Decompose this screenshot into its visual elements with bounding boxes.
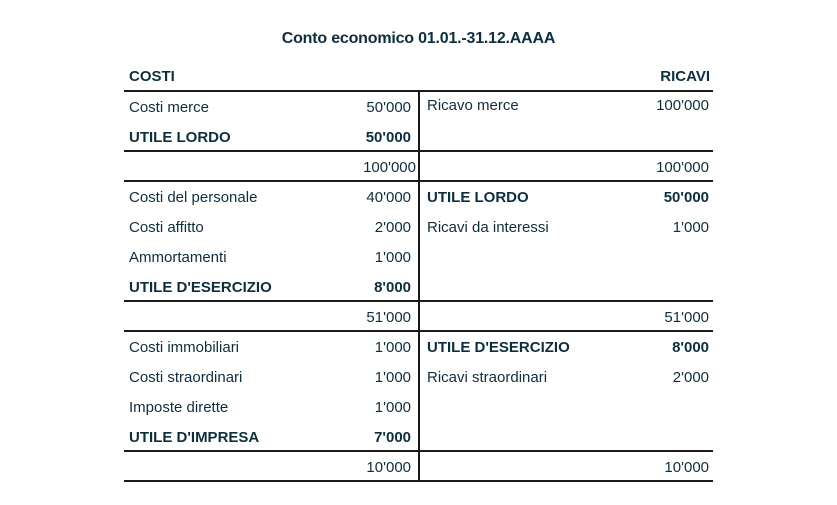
cost-amount: 1'000: [374, 369, 411, 386]
cost-row: [129, 423, 411, 453]
cost-row: [129, 213, 411, 243]
cost-amount: 1'000: [374, 249, 411, 266]
revenue-row: [427, 185, 709, 215]
revenue-row: [427, 335, 709, 365]
revenue-row: [427, 365, 709, 395]
cost-label: Costi merce: [129, 99, 210, 116]
revenue-amount: 2'000: [672, 369, 709, 386]
cost-row: [129, 93, 411, 123]
cost-row: [129, 393, 411, 423]
total-amount: 100'000: [363, 159, 416, 176]
total-row-left: [129, 453, 411, 483]
t-account-vertical-divider: [418, 91, 420, 481]
revenue-label: UTILE LORDO: [427, 189, 529, 206]
cost-amount: 1'000: [374, 399, 411, 416]
header-costs: COSTI: [129, 68, 175, 85]
cost-label: Ammortamenti: [129, 249, 227, 266]
revenue-row: [427, 93, 709, 123]
revenue-label: Ricavi da interessi: [427, 219, 549, 236]
cost-amount: 2'000: [374, 219, 411, 236]
revenue-amount: 100'000: [656, 97, 709, 114]
total-row-right: [427, 305, 709, 335]
total-amount: 100'000: [656, 159, 709, 176]
cost-amount: 1'000: [374, 339, 411, 356]
cost-label: UTILE D'IMPRESA: [129, 429, 260, 446]
cost-row: [129, 333, 411, 363]
cost-row: [129, 183, 411, 213]
total-amount: 10'000: [664, 459, 709, 476]
revenue-label: Ricavi straordinari: [427, 369, 548, 386]
total-row-left: [129, 153, 416, 183]
total-amount: 10'000: [366, 459, 411, 476]
cost-label: Costi straordinari: [129, 369, 243, 386]
revenue-amount: 1'000: [672, 219, 709, 236]
cost-row: [129, 243, 411, 273]
cost-amount: 50'000: [366, 99, 411, 116]
cost-amount: 7'000: [374, 429, 411, 446]
cost-row: [129, 273, 411, 303]
cost-amount: 50'000: [365, 129, 411, 146]
total-amount: 51'000: [664, 309, 709, 326]
cost-amount: 40'000: [366, 189, 411, 206]
revenue-amount: 50'000: [663, 189, 709, 206]
cost-label: UTILE LORDO: [129, 129, 231, 146]
cost-label: Costi immobiliari: [129, 339, 240, 356]
cost-label: UTILE D'ESERCIZIO: [129, 279, 272, 296]
total-row-right: [427, 155, 709, 185]
revenue-amount: 8'000: [672, 339, 709, 356]
revenue-label: UTILE D'ESERCIZIO: [427, 339, 570, 356]
total-row-left: [129, 303, 411, 333]
page-title: Conto economico 01.01.-31.12.AAAA: [281, 30, 556, 47]
cost-amount: 8'000: [374, 279, 411, 296]
cost-row: [129, 363, 411, 393]
cost-label: Imposte dirette: [129, 399, 229, 416]
header-revenues: RICAVI: [660, 68, 710, 85]
total-amount: 51'000: [366, 309, 411, 326]
cost-row: [129, 123, 411, 153]
cost-label: Costi affitto: [129, 219, 204, 236]
revenue-row: [427, 215, 709, 245]
revenue-label: Ricavo merce: [427, 97, 519, 114]
total-row-right: [427, 455, 709, 485]
cost-label: Costi del personale: [129, 189, 258, 206]
